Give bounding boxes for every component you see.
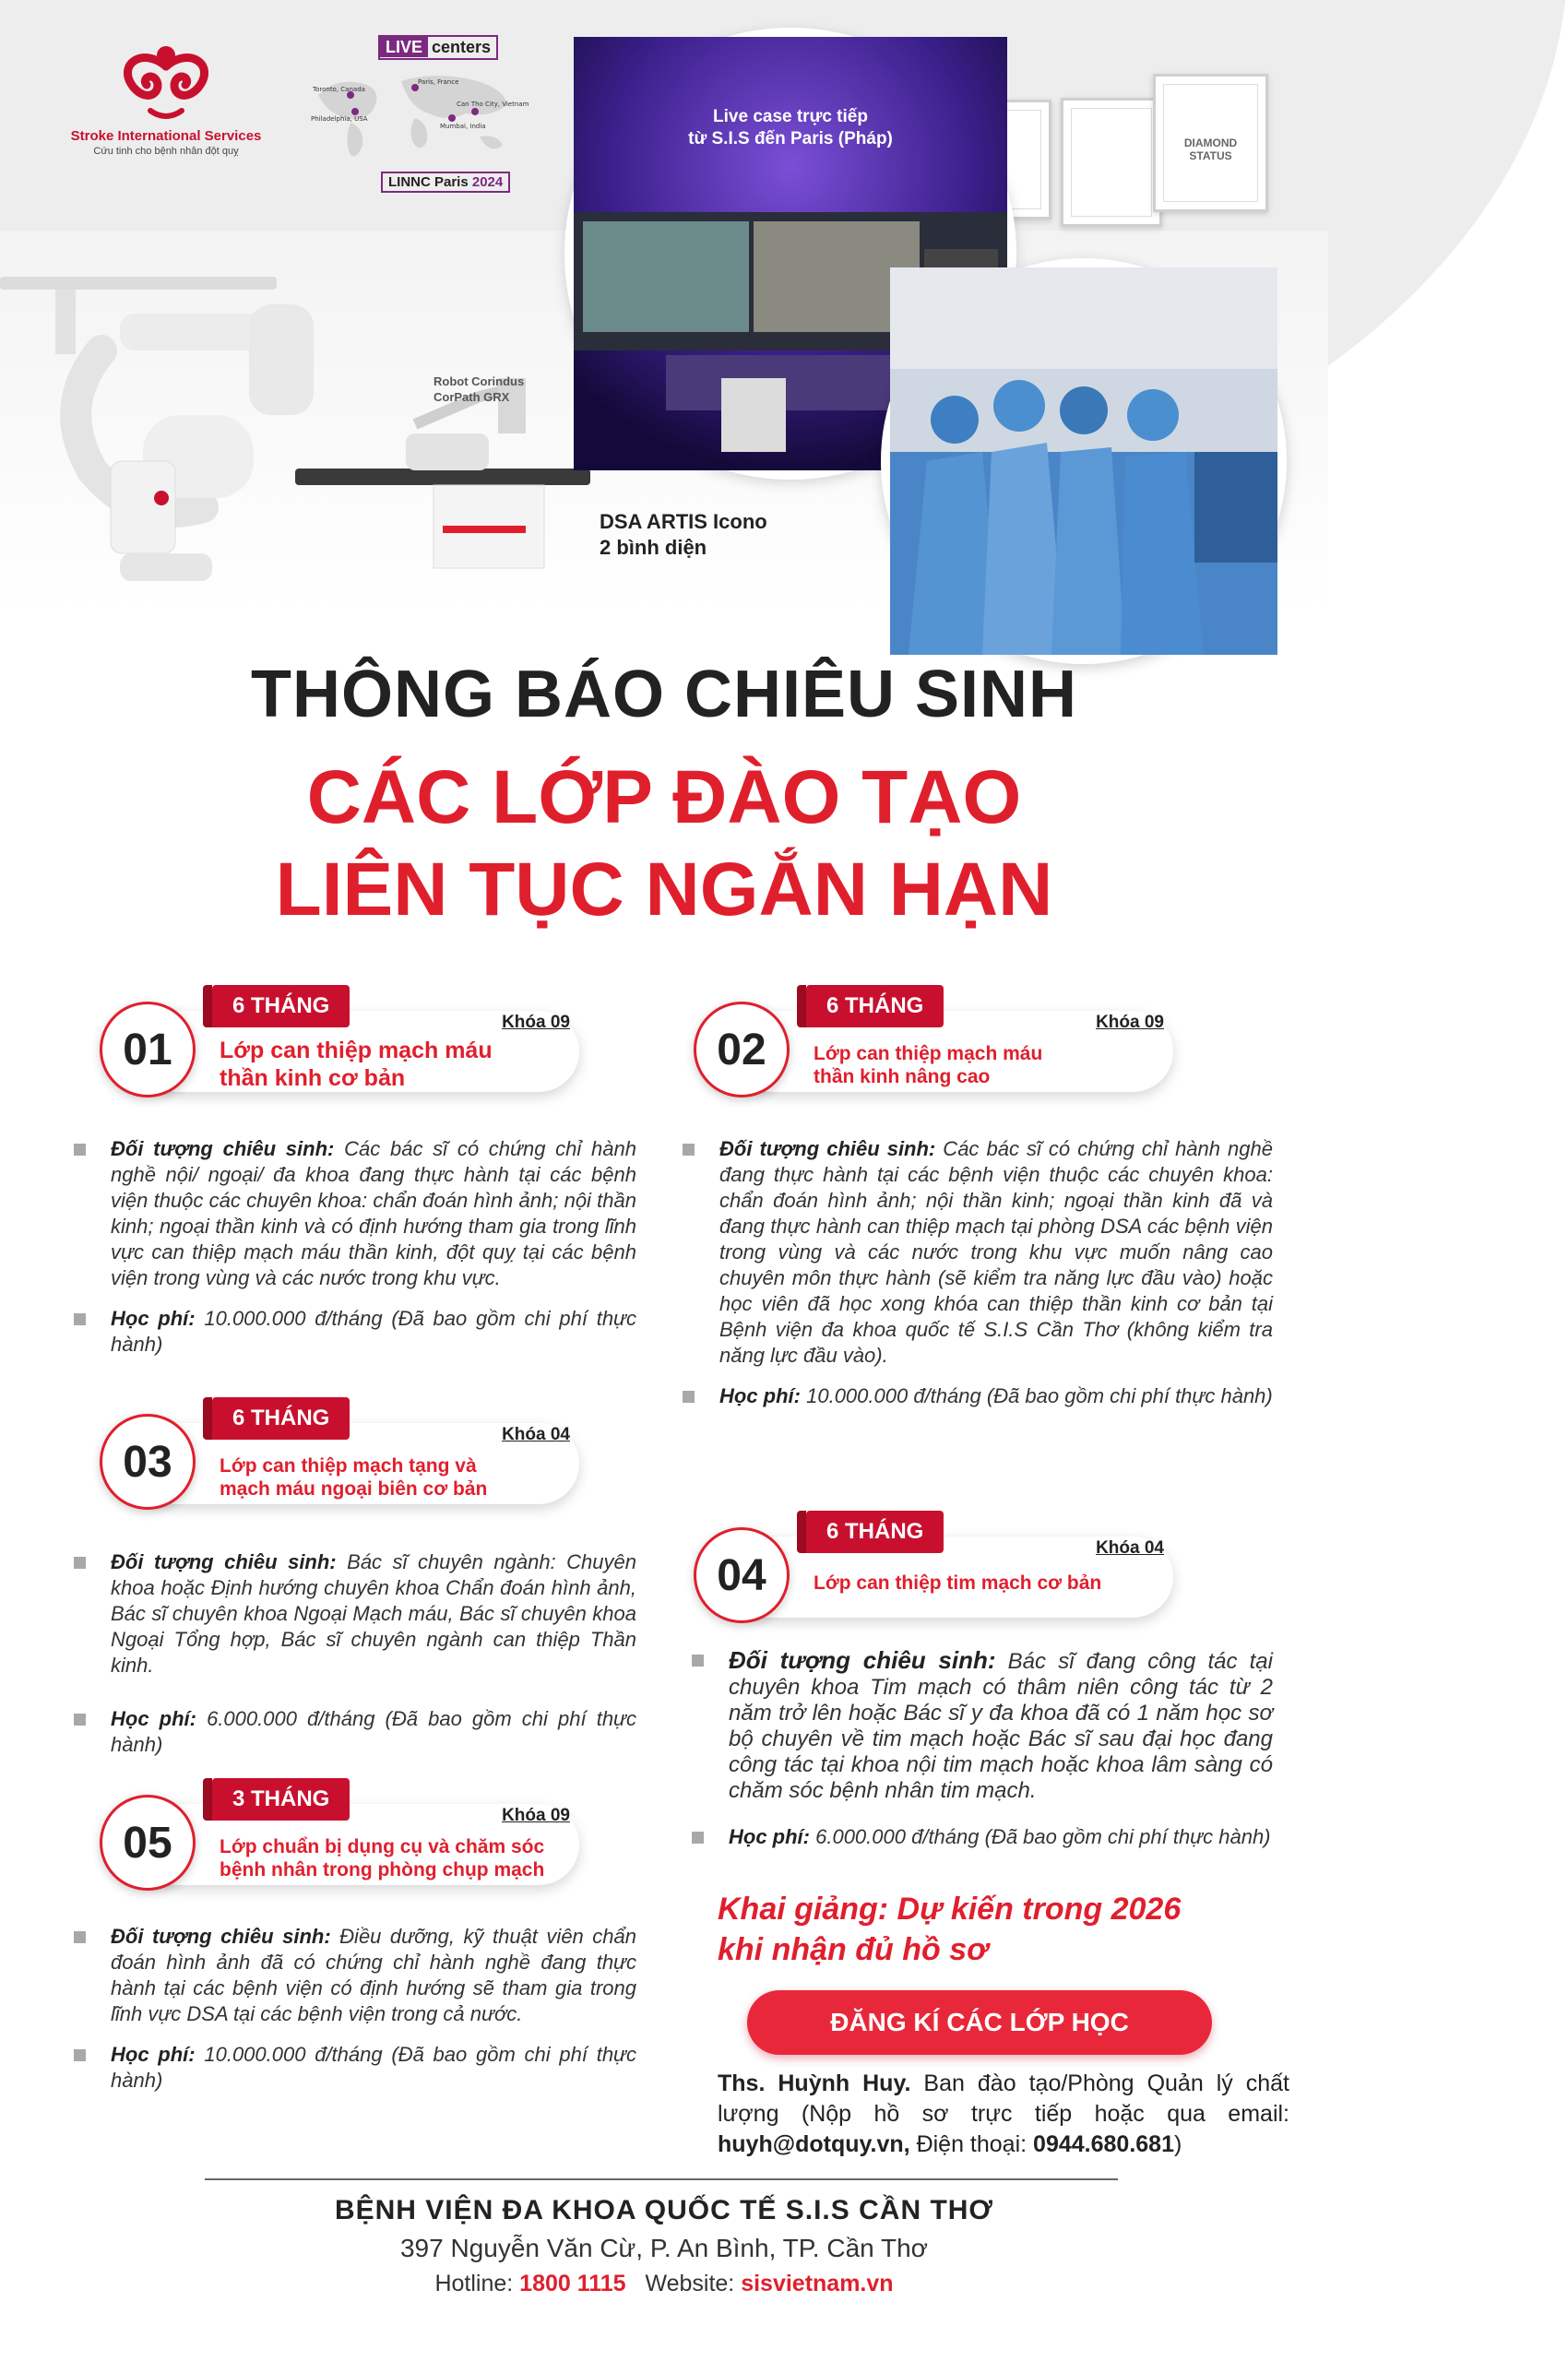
logo-emblem-icon: [106, 37, 226, 125]
footer-address: 397 Nguyễn Văn Cừ, P. An Bình, TP. Cần Thơ: [399, 2234, 929, 2262]
fee-label: Học phí:: [719, 1384, 801, 1407]
course-target: [683, 1136, 1273, 1369]
course-details-05: [74, 1924, 636, 2108]
map-city-label: Toronto, Canada: [313, 86, 365, 93]
live-suffix: centers: [432, 38, 492, 56]
page-title: THÔNG BÁO CHIÊU SINH: [250, 658, 1078, 731]
course-details-01: [74, 1136, 636, 1372]
website-link[interactable]: sisvietnam.vn: [741, 2271, 894, 2296]
target-label: Đối tượng chiêu sinh:: [729, 1646, 996, 1674]
target-label: Đối tượng chiêu sinh:: [719, 1137, 936, 1160]
linnc-text: LINNC Paris: [388, 174, 469, 190]
certificate-frame: [1153, 74, 1268, 212]
subtitle-line2: LIÊN TỤC NGẮN HẠN: [275, 848, 1053, 931]
opening-notice: [718, 1889, 1308, 1970]
course-name: [220, 1037, 570, 1092]
fee-text: 10.000.000 đ/tháng (Đã bao gồm chi phí thực hành): [801, 1384, 1273, 1407]
target-text: Bác sĩ đang công tác tại chuyên khoa Tim mạch có thâm niên công tác từ 2 năm trở lên hoặc Bác sĩ y đa khoa đã có 1 năm học sơ bộ chuyên về tim mạch hoặc Bác sĩ sau đại học đang công tác tại khoa nội tim mạch hoặc khoa lâm sàng có chăm sóc bệnh nhân tim mạch.: [729, 1649, 1273, 1803]
course-name-line1: Lớp can thiệp mạch máu: [814, 1043, 1043, 1064]
map-city-label: Mumbai, India: [440, 123, 486, 130]
course-fee: [74, 1306, 636, 1358]
map-city-label: Philadelphia, USA: [311, 115, 368, 123]
fee-text: 10.000.000 đ/tháng (Đã bao gồm chi phí thực hành): [111, 1307, 636, 1356]
live-case-line1: Live case trực tiếp: [713, 107, 868, 126]
cert-label-line2: STATUS: [1189, 149, 1232, 162]
cert-label: [1156, 136, 1265, 162]
course-card-01: [100, 985, 588, 1096]
course-name-line1: Lớp can thiệp tim mạch cơ bản: [814, 1572, 1102, 1594]
course-details-04: [692, 1647, 1273, 1865]
surgeons-photo: [881, 258, 1287, 664]
course-fee: [683, 1383, 1273, 1409]
target-text: Bác sĩ chuyên ngành: Chuyên khoa hoặc Định hướng chuyên khoa Chẩn đoán hình ảnh, Bác sĩ chuyên khoa Ngoại Mạch máu, Bác sĩ chuyên khoa Ngoại Tổng hợp, Bác sĩ chuyên ngành can thiệp Thần kinh.: [111, 1550, 637, 1677]
dsa-machine-illustration: [0, 249, 664, 636]
fee-label: Học phí:: [111, 1707, 196, 1730]
course-target: [74, 1549, 636, 1679]
course-name: [814, 1042, 1164, 1088]
course-duration-badge: 6 THÁNG: [806, 985, 944, 1027]
course-name: [814, 1572, 1164, 1595]
course-khoa: Khóa 09: [502, 1013, 570, 1032]
website-label: Website:: [645, 2271, 742, 2296]
target-label: Đối tượng chiêu sinh:: [111, 1925, 331, 1948]
target-label: Đối tượng chiêu sinh:: [111, 1137, 335, 1160]
course-name: [220, 1835, 570, 1881]
course-target: [692, 1647, 1273, 1804]
fee-label: Học phí:: [111, 2043, 196, 2066]
footer-divider: [205, 2178, 1118, 2180]
contact-email[interactable]: huyh@dotquy.vn,: [718, 2131, 910, 2157]
course-duration-badge: 6 THÁNG: [806, 1511, 944, 1553]
course-duration-badge: 6 THÁNG: [212, 1397, 350, 1440]
course-duration-badge: 3 THÁNG: [212, 1778, 350, 1821]
footer-contact: [0, 2271, 1328, 2297]
sis-logo: [55, 37, 277, 157]
fee-text: 10.000.000 đ/tháng (Đã bao gồm chi phí thực hành): [111, 2043, 636, 2092]
linnc-badge: [381, 172, 510, 193]
fee-label: Học phí:: [111, 1307, 196, 1330]
hotline-number[interactable]: 1800 1115: [519, 2271, 626, 2296]
course-name-line2: mạch máu ngoại biên cơ bản: [220, 1478, 488, 1500]
course-number: 02: [694, 1002, 790, 1097]
live-centers-badge: [378, 35, 498, 60]
course-number: 04: [694, 1527, 790, 1623]
robot-label: [434, 374, 524, 405]
course-name-line2: thần kinh nâng cao: [814, 1066, 991, 1087]
course-target: [74, 1924, 636, 2027]
course-fee: [692, 1824, 1273, 1850]
course-number: 05: [100, 1795, 196, 1891]
live-case-line2: từ S.I.S đến Paris (Pháp): [688, 129, 893, 148]
world-map-icon: [309, 67, 529, 169]
footer-hospital: BỆNH VIỆN ĐA KHOA QUỐC TẾ S.I.S CẦN THƠ: [334, 2195, 994, 2225]
subtitle-line1: CÁC LỚP ĐÀO TẠO: [306, 755, 1022, 839]
linnc-year: 2024: [471, 174, 504, 190]
fee-text: 6.000.000 đ/tháng (Đã bao gồm chi phí thực hành): [810, 1825, 1271, 1848]
map-city-label: Paris, France: [418, 78, 459, 86]
dsa-label-line1: DSA ARTIS Icono: [600, 510, 767, 533]
course-name-line1: Lớp can thiệp mạch tạng và: [220, 1455, 477, 1477]
course-khoa: Khóa 04: [502, 1425, 570, 1444]
target-text: Điều dưỡng, kỹ thuật viên chẩn đoán hình ảnh đã có chứng chỉ hành nghề đang thực hành tại các bệnh viện có định hướng sẽ tham gia trong lĩnh vực DSA tại các bệnh viện trong cả nước.: [111, 1925, 636, 2025]
course-khoa: Khóa 04: [1096, 1538, 1164, 1558]
live-prefix: LIVE: [380, 37, 428, 57]
robot-label-line1: Robot Corindus: [434, 374, 525, 388]
course-khoa: Khóa 09: [1096, 1013, 1164, 1032]
contact-close: ): [1173, 2131, 1182, 2157]
course-number: 01: [100, 1002, 196, 1097]
course-fee: [74, 1706, 636, 1758]
live-case-caption: [574, 106, 1007, 150]
register-button[interactable]: ĐĂNG KÍ CÁC LỚP HỌC: [747, 1990, 1212, 2055]
opening-line1: Khai giảng: Dự kiến trong 2026: [718, 1892, 1182, 1927]
course-name-line2: bệnh nhân trong phòng chụp mạch: [220, 1859, 545, 1880]
map-city-label: Can Tho City, Vietnam: [457, 101, 529, 108]
course-name-line1: Lớp can thiệp mạch máu: [220, 1038, 493, 1063]
hotline-label: Hotline:: [434, 2271, 520, 2296]
course-name-line2: thần kinh cơ bản: [220, 1065, 406, 1091]
contact-phone-label: Điện thoại:: [909, 2131, 1034, 2157]
course-duration-badge: 6 THÁNG: [212, 985, 350, 1027]
target-text: Các bác sĩ có chứng chỉ hành nghề đang thực hành tại các bệnh viện thuộc các chuyên khoa: chẩn đoán hình ảnh; nội thần kinh; ngoại thần kinh đã và đang thực hành can thiệp mạch tại phòng DSA các bệnh viện trong vùng và các nước trong khu vực muốn nâng cao chuyên môn thực hành (sẽ kiểm tra năng lực đầu vào) hoặc học viên đã học xong khóa can thiệp thần kinh cơ bản tại Bệnh viện đa khoa quốc tế S.I.S Cần Thơ (không kiểm tra năng lực đầu vào).: [719, 1137, 1273, 1367]
course-number: 03: [100, 1414, 196, 1510]
fee-text: 6.000.000 đ/tháng (Đã bao gồm chi phí thực hành): [111, 1707, 636, 1756]
course-card-04: [694, 1511, 1182, 1621]
certificate-frame: [1061, 98, 1162, 227]
course-card-05: [100, 1778, 588, 1889]
live-centers-graphic: [309, 35, 529, 201]
course-card-02: [694, 985, 1182, 1096]
fee-label: Học phí:: [729, 1825, 810, 1848]
course-details-02: [683, 1136, 1273, 1424]
course-name: [220, 1454, 570, 1501]
contact-text: Ban đào tạo/Phòng Quản lý chất lượng (Nộp hồ sơ trực tiếp hoặc qua email:: [718, 2070, 1289, 2127]
page-subtitle: [0, 752, 1328, 936]
course-name-line1: Lớp chuẩn bị dụng cụ và chăm sóc: [220, 1836, 545, 1857]
contact-phone[interactable]: 0944.680.681: [1033, 2131, 1174, 2157]
dsa-label: [600, 509, 767, 561]
opening-line2: khi nhận đủ hồ sơ: [718, 1932, 988, 1967]
course-card-03: [100, 1397, 588, 1508]
logo-name: Stroke International Services: [70, 128, 262, 144]
contact-info: [718, 2069, 1289, 2160]
cert-label-line1: DIAMOND: [1183, 136, 1238, 149]
course-khoa: Khóa 09: [502, 1806, 570, 1825]
robot-label-line2: CorPath GRX: [434, 390, 510, 404]
contact-name: Ths. Huỳnh Huy.: [718, 2070, 911, 2096]
course-fee: [74, 2042, 636, 2094]
course-target: [74, 1136, 636, 1291]
target-text: Các bác sĩ có chứng chỉ hành nghề nội/ ngoại/ đa khoa đang thực hành tại các bệnh viện thuộc các chuyên khoa: chẩn đoán hình ảnh; nội thần kinh; ngoại thần kinh và có định hướng tham gia trong lĩnh vực can thiệp mạch máu thần kinh, đột quỵ tại các bệnh viện trong vùng và các nước trong khu vực.: [111, 1137, 636, 1289]
course-details-03: [74, 1549, 636, 1773]
dsa-label-line2: 2 bình diện: [600, 536, 707, 559]
hero-banner: [0, 0, 1328, 664]
logo-tagline: Cứu tinh cho bệnh nhân đột quỵ: [93, 146, 239, 157]
target-label: Đối tượng chiêu sinh:: [111, 1550, 337, 1573]
